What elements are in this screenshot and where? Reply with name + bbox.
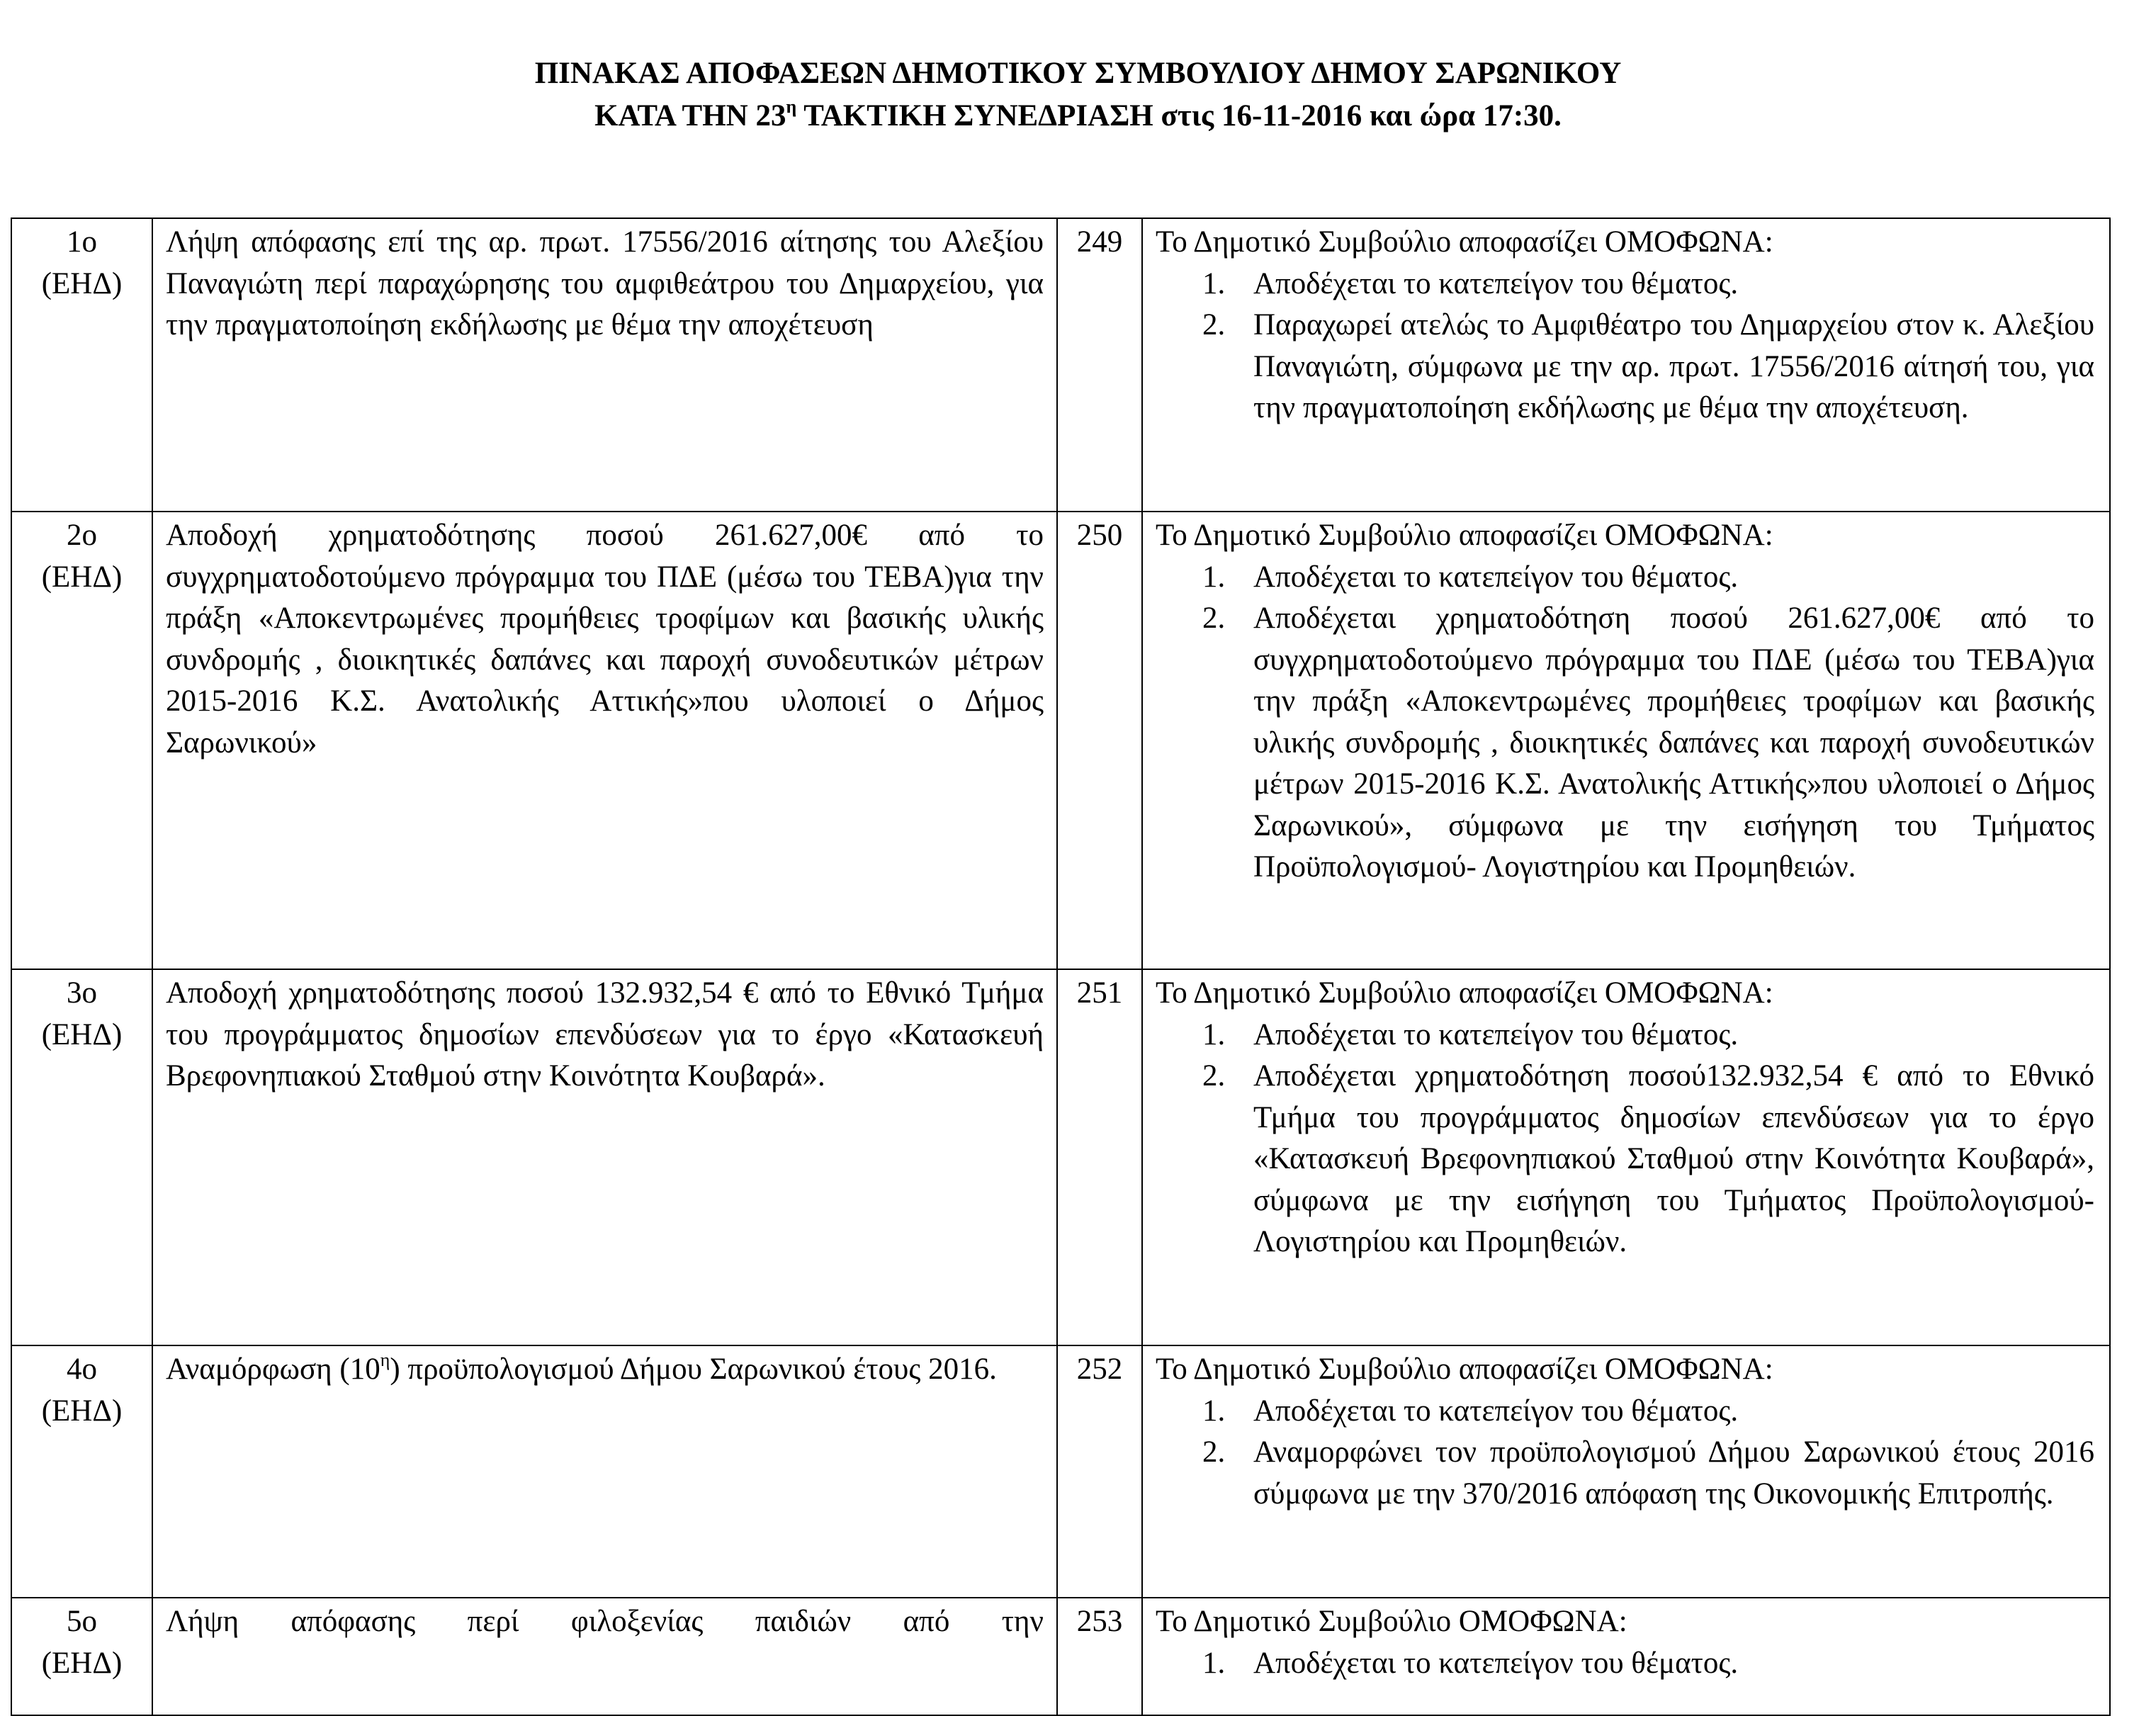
decision-list [1156,1015,2096,1263]
item-tag: (ΕΗΔ) [41,266,123,300]
subject-cell: Λήψη απόφασης περί φιλοξενίας παιδιών από την [152,1598,1057,1715]
list-item [1202,264,2094,305]
title-line-2 [0,95,2156,137]
list-item-text: Αποδέχεται το κατεπείγον του θέματος. [1253,1646,1739,1680]
decision-number: 250 [1057,512,1142,969]
list-item-text: Αποδέχεται το κατεπείγον του θέματος. [1253,1017,1739,1051]
item-number-cell [11,1345,152,1598]
list-item [1202,557,2094,599]
list-item-text: Αποδέχεται το κατεπείγον του θέματος. [1253,1394,1739,1428]
decision-intro: Το Δημοτικό Συμβούλιο αποφασίζει ΟΜΟΦΩΝΑ: [1156,1353,1773,1386]
table-row [11,1598,2110,1715]
list-item-text: Αποδέχεται χρηματοδότηση ποσού 261.627,00€ από το συγχρηματοδοτούμενο πρόγραμμα του ΠΔΕ (μέσω του ΤΕΒΑ)για την πράξη «Αποκεντρωμένες προμήθειες τροφίμων και βασικής υλικής συνδρομής , διοικητικές δαπάνες και παροχή συνοδευτικών μέτρων 2015-2016 Κ.Σ. Ανατολικής Αττικής»που υλοποιεί ο Δήμος Σαρωνικού», σύμφωνα με την εισήγηση του Τμήματος Προϋπολογισμού- Λογιστηρίου και Προμηθειών. [1253,602,2094,884]
decision-list [1156,1391,2096,1515]
list-item-text: Παραχωρεί ατελώς το Αμφιθέατρο του Δημαρχείου στον κ. Αλεξίου Παναγιώτη, σύμφωνα με την αρ. πρωτ. 17556/2016 αίτησή του, για την πραγματοποίηση εκδήλωσης με θέμα την αποχέτευση. [1253,308,2094,424]
list-marker: 1. [1202,560,1226,594]
decision-intro: Το Δημοτικό Συμβούλιο αποφασίζει ΟΜΟΦΩΝΑ: [1156,225,1773,259]
decision-number: 249 [1057,218,1142,512]
list-marker: 2. [1202,1059,1226,1093]
list-item [1202,1015,2094,1056]
list-item [1202,598,2094,888]
list-item-text: Αποδέχεται το κατεπείγον του θέματος. [1253,266,1739,300]
list-marker: 1. [1202,1394,1226,1428]
list-item-text: Αποδέχεται χρηματοδότηση ποσού132.932,54 € από το Εθνικό Τμήμα του προγράμματος δημοσίων επενδύσεων για το έργο «Κατασκευή Βρεφονηπιακού Σταθμού στην Κοινότητα Κουβαρά», σύμφωνα με την εισήγηση του Τμήματος Προϋπολογισμού- Λογιστηρίου και Προμηθειών. [1253,1059,2094,1258]
list-marker: 2. [1202,602,1226,635]
subject-text-start: Αναμόρφωση (10 [166,1353,380,1386]
list-item [1202,1391,2094,1433]
list-item-text: Αναμορφώνει τον προϋπολογισμού Δήμου Σαρωνικού έτους 2016 σύμφωνα με την 370/2016 απόφαση της Οικονομικής Επιτροπής. [1253,1435,2094,1511]
decision-text-cell [1142,1345,2110,1598]
subject-cell: Λήψη απόφασης επί της αρ. πρωτ. 17556/2016 αίτησης του Αλεξίου Παναγιώτη περί παραχώρησης του αμφιθεάτρου του Δημαρχείου, για την πραγματοποίηση εκδήλωσης με θέμα την αποχέτευση [152,218,1057,512]
subject-text-end: ) προϋπολογισμού Δήμου Σαρωνικού έτους 2016. [390,1353,997,1386]
decision-list [1156,1643,2096,1685]
table-row [11,969,2110,1345]
decision-text-cell [1142,218,2110,512]
subject-cell: Αποδοχή χρηματοδότησης ποσού 261.627,00€ από το συγχρηματοδοτούμενο πρόγραμμα του ΠΔΕ (μέσω του ΤΕΒΑ)για την πράξη «Αποκεντρωμένες προμήθειες τροφίμων και βασικής υλικής συνδρομής , διοικητικές δαπάνες και παροχή συνοδευτικών μέτρων 2015-2016 Κ.Σ. Ανατολικής Αττικής»που υλοποιεί ο Δήμος Σαρωνικού» [152,512,1057,969]
list-marker: 2. [1202,1435,1226,1469]
list-item [1202,305,2094,429]
item-tag: (ΕΗΔ) [41,560,123,594]
item-number: 2ο [67,519,97,552]
title-superscript: η [786,96,797,117]
decision-intro: Το Δημοτικό Συμβούλιο ΟΜΟΦΩΝΑ: [1156,1605,1627,1638]
decision-text-cell [1142,1598,2110,1715]
page-title [0,52,2156,137]
decision-intro: Το Δημοτικό Συμβούλιο αποφασίζει ΟΜΟΦΩΝΑ: [1156,519,1773,552]
decisions-table [11,218,2111,1716]
item-number: 4ο [67,1353,97,1386]
item-number-cell [11,1598,152,1715]
decision-text-cell [1142,969,2110,1345]
title-line-1: ΠΙΝΑΚΑΣ ΑΠΟΦΑΣΕΩΝ ΔΗΜΟΤΙΚΟΥ ΣΥΜΒΟΥΛΙΟΥ ΔΗΜΟΥ ΣΑΡΩΝΙΚΟΥ [534,57,1622,90]
decision-text-cell [1142,512,2110,969]
item-tag: (ΕΗΔ) [41,1646,123,1680]
title-line-2-start: ΚΑΤΑ ΤΗΝ 23 [594,99,786,132]
item-tag: (ΕΗΔ) [41,1017,123,1051]
subject-superscript: η [380,1350,390,1370]
table-row [11,218,2110,512]
list-marker: 1. [1202,1646,1226,1680]
list-marker: 1. [1202,1017,1226,1051]
list-marker: 2. [1202,308,1226,341]
subject-cell: Αποδοχή χρηματοδότησης ποσού 132.932,54 € από το Εθνικό Τμήμα του προγράμματος δημοσίων επενδύσεων για το έργο «Κατασκευή Βρεφονηπιακού Σταθμού στην Κοινότητα Κουβαρά». [152,969,1057,1345]
table-row [11,1345,2110,1598]
list-item-text: Αποδέχεται το κατεπείγον του θέματος. [1253,560,1739,594]
decision-list [1156,264,2096,429]
list-item [1202,1056,2094,1263]
list-item [1202,1643,2094,1685]
item-number-cell [11,512,152,969]
item-number-cell [11,218,152,512]
item-number: 1ο [67,225,97,259]
subject-cell [152,1345,1057,1598]
item-number: 5ο [67,1605,97,1638]
item-number: 3ο [67,976,97,1010]
item-tag: (ΕΗΔ) [41,1394,123,1428]
decision-number: 253 [1057,1598,1142,1715]
decision-intro: Το Δημοτικό Συμβούλιο αποφασίζει ΟΜΟΦΩΝΑ: [1156,976,1773,1010]
decision-list [1156,557,2096,888]
title-line-2-end: ΤΑΚΤΙΚΗ ΣΥΝΕΔΡΙΑΣΗ στις 16-11-2016 και ώρα 17:30. [796,99,1562,132]
list-marker: 1. [1202,266,1226,300]
table-row [11,512,2110,969]
decision-number: 252 [1057,1345,1142,1598]
decision-number: 251 [1057,969,1142,1345]
item-number-cell [11,969,152,1345]
list-item [1202,1432,2094,1515]
